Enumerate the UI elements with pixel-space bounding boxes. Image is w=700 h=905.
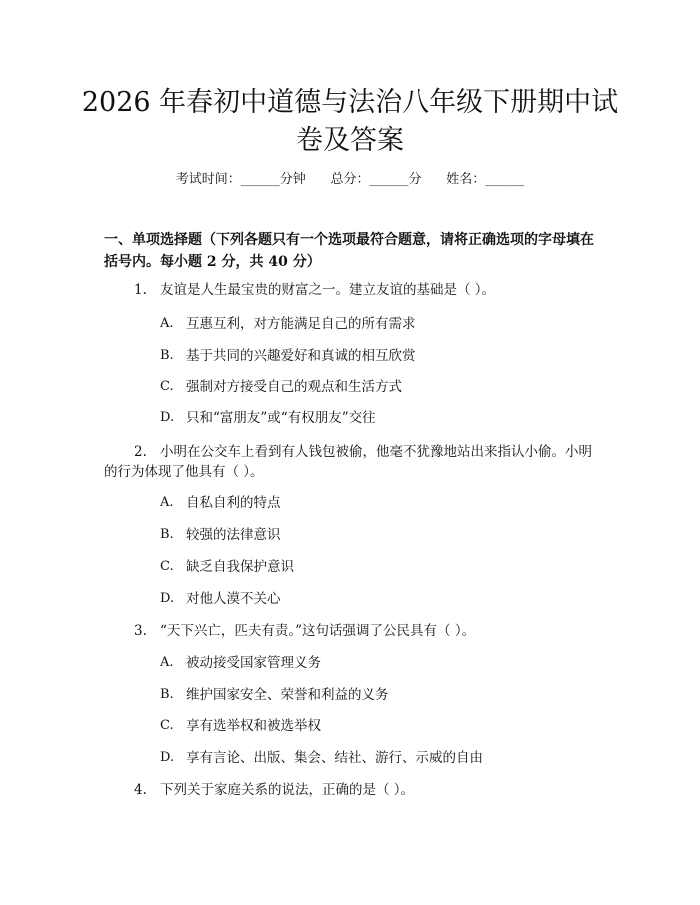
option-text: 享有选举权和被选举权 (186, 718, 321, 734)
option-text: 缺乏自我保护意识 (186, 559, 294, 575)
option-text: 维护国家安全、荣誉和利益的义务 (186, 687, 389, 703)
option-letter: B. (160, 348, 174, 363)
question-number: 4. (134, 782, 147, 798)
option-letter: D. (160, 591, 175, 606)
option-letter: A. (160, 655, 174, 670)
option-letter: C. (160, 718, 174, 733)
option-text: 较强的法律意识 (186, 527, 281, 543)
option-letter: C. (160, 379, 174, 394)
option-letter: B. (160, 687, 174, 702)
question-stem: 友谊是人生最宝贵的财富之一。建立友谊的基础是（ ）。 (160, 282, 496, 298)
option-letter: B. (160, 527, 174, 542)
option-text: 互惠互利，对方能满足自己的所有需求 (186, 316, 416, 332)
section-heading-line-2: 括号内。每小题 2 分，共 40 分） (104, 254, 321, 270)
question-number: 2. (134, 444, 147, 460)
section-heading-line-1: 一、单项选择题（下列各题只有一个选项最符合题意，请将正确选项的字母填在 (104, 232, 594, 248)
question-number: 3. (134, 623, 147, 639)
document-title-line-1: 2026 年春初中道德与法治八年级下册期中试 (81, 87, 619, 118)
option-letter: D. (160, 750, 175, 765)
option-text: 强制对方接受自己的观点和生活方式 (186, 379, 402, 395)
option-text: 自私自利的特点 (186, 495, 281, 511)
option-text: 对他人漠不关心 (186, 591, 281, 607)
document-title-line-2: 卷及答案 (296, 125, 404, 156)
question-stem: 小明在公交车上看到有人钱包被偷，他毫不犹豫地站出来指认小偷。小明 (160, 444, 592, 460)
option-text: 基于共同的兴趣爱好和真诚的相互欣赏 (186, 348, 416, 364)
exam-info-line: 考试时间：______分钟 总分：______分 姓名：______ (175, 172, 525, 187)
option-letter: C. (160, 559, 174, 574)
option-letter: A. (160, 495, 174, 510)
option-letter: A. (160, 316, 174, 331)
question-stem-continued: 的行为体现了他具有（ ）。 (104, 464, 264, 480)
option-text: 被动接受国家管理义务 (186, 655, 321, 671)
question-stem: “天下兴亡，匹夫有责。”这句话强调了公民具有（ ）。 (160, 623, 476, 639)
question-stem: 下列关于家庭关系的说法，正确的是（ ）。 (160, 782, 415, 798)
option-text: 只和“富朋友”或“有权朋友”交往 (186, 410, 376, 426)
option-text: 享有言论、出版、集会、结社、游行、示威的自由 (186, 750, 483, 766)
question-number: 1. (134, 282, 147, 298)
option-letter: D. (160, 410, 175, 425)
